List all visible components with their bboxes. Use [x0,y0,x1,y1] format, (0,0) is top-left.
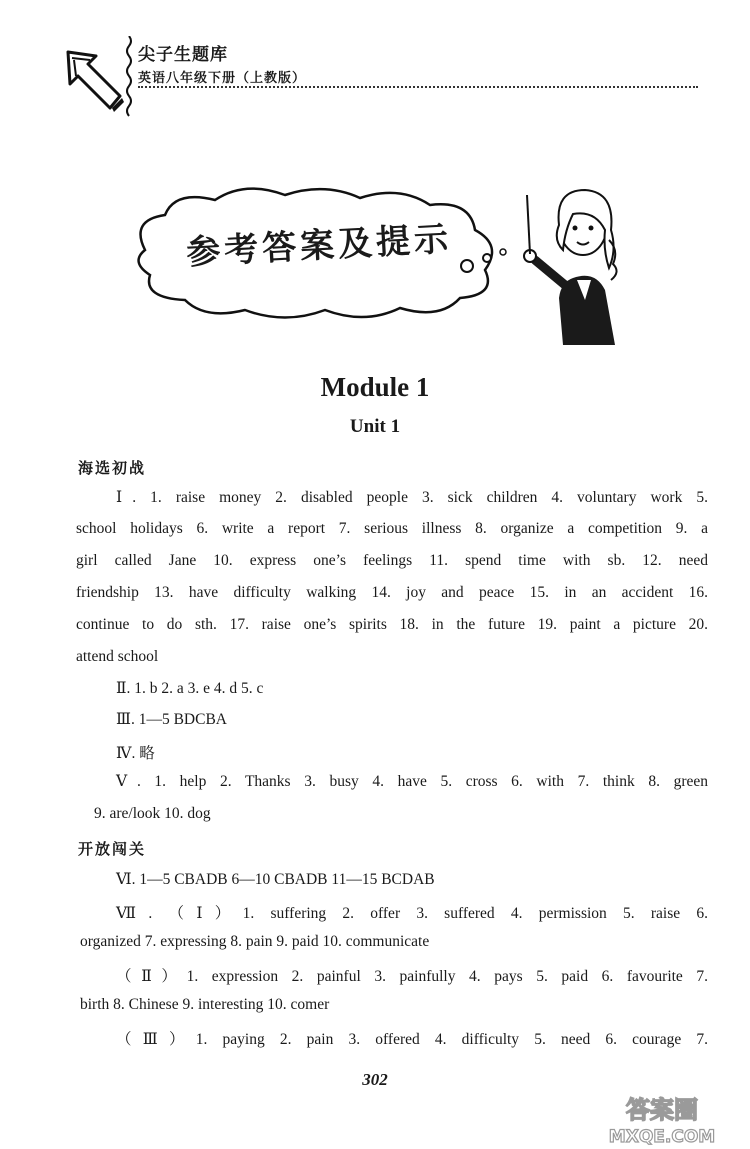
unit-title: Unit 1 [349,416,401,437]
watermark-logo [588,1092,736,1148]
answer-line: friendship 13. have difficulty walking 14. joy and peace 15. in an accident 16. [76,584,708,601]
answer-line: Ⅵ. 1—5 CBADB 6—10 CBADB 11—15 BCDAB [116,871,435,888]
answer-line: school holidays 6. write a report 7. serious illness 8. organize a competition 9. a [76,520,708,537]
section-heading: 开放闯关 [78,840,147,858]
answer-line: Ⅴ. 1. help 2. Thanks 3. busy 4. have 5. cross 6. with 7. think 8. green [116,773,708,790]
svg-text:答案圈: 答案圈 [626,1096,698,1124]
answer-line: girl called Jane 10. express one’s feelings 11. spend time with sb. 12. need [76,552,708,569]
answer-line: Ⅲ. 1—5 BDCBA [116,711,227,728]
teacher-figure [524,190,617,345]
module-title: Module 1 [320,372,430,402]
page-header [62,36,712,116]
svg-text:MXQE.COM: MXQE.COM [608,1127,716,1147]
answer-line: 9. are/look 10. dog [94,805,211,822]
cloud-bubble [500,249,506,255]
book-title: 尖子生题库 [138,45,228,65]
answer-line: Ⅶ. （Ⅰ）1. suffering 2. offer 3. suffered 4. permission 5. raise 6. [116,905,708,922]
cloud-bubble [461,260,473,272]
answer-line: （Ⅱ）1. expression 2. painful 3. painfully 4. pays 5. paid 6. favourite 7. [116,968,708,985]
answer-line: birth 8. Chinese 9. interesting 10. comer [80,996,330,1013]
answer-line: Ⅳ. 略 [116,745,155,762]
answer-line: Ⅰ. 1. raise money 2. disabled people 3. sick children 4. voluntary work 5. [116,489,708,506]
answers-banner-title: 参考答案及提示 [185,219,454,273]
answer-line: （Ⅲ）1. paying 2. pain 3. offered 4. difficulty 5. need 6. courage 7. [116,1031,708,1048]
dotted-rule [138,86,698,88]
answer-line: Ⅱ. 1. b 2. a 3. e 4. d 5. c [116,680,264,697]
answer-line: organized 7. expressing 8. pain 9. paid 10. communicate [80,933,430,950]
answer-line: attend school [76,648,159,665]
answer-line: continue to do sth. 17. raise one’s spirits 18. in the future 19. paint a picture 20. [76,616,708,633]
page-number: 302 [362,1070,388,1089]
book-subtitle: 英语八年级下册（上教版） [138,71,307,86]
wavy-divider [124,36,134,118]
arrow-icon [62,50,126,120]
section-heading: 海选初战 [78,459,147,477]
cloud-bubble [483,254,491,262]
